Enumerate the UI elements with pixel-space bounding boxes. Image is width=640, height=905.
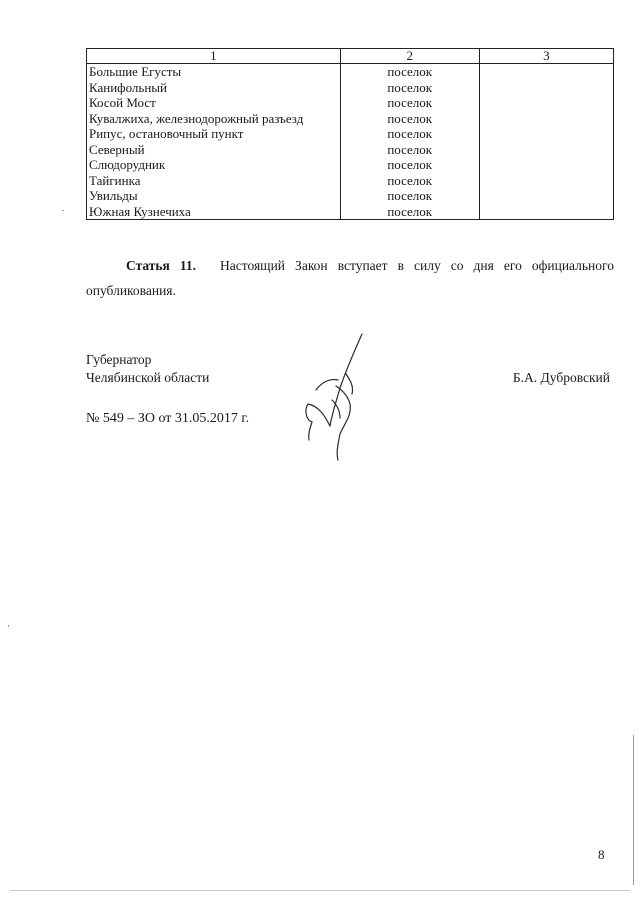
settlement-type-cell: поселок [340,142,479,158]
settlement-type-cell: поселок [340,173,479,189]
table-row [87,95,614,111]
settlement-type-cell: поселок [340,126,479,142]
settlement-type-cell: поселок [340,80,479,96]
table-row [87,204,614,220]
settlement-extra-cell [479,64,613,80]
table-row [87,142,614,158]
settlement-extra-cell [479,157,613,173]
table-row [87,126,614,142]
scan-speck [62,210,64,211]
table-body [87,64,614,220]
law-number-date: № 549 – ЗО от 31.05.2017 г. [86,411,250,426]
signatory-title [86,351,209,387]
table-row [87,64,614,80]
settlement-type-cell: поселок [340,64,479,80]
settlement-name-cell: Канифольный [87,80,341,96]
settlement-name-cell: Тайгинка [87,173,341,189]
settlement-name-cell: Большие Егусты [87,64,341,80]
settlement-name-cell: Северный [87,142,341,158]
table-row [87,157,614,173]
signatory-title-line1: Губернатор [86,352,152,367]
settlement-extra-cell [479,80,613,96]
table-row [87,111,614,127]
handwritten-signature [296,330,376,465]
settlement-type-cell: поселок [340,95,479,111]
article-paragraph [86,253,614,303]
settlement-extra-cell [479,173,613,189]
settlement-extra-cell [479,111,613,127]
settlement-name-cell: Кувалжиха, железнодорожный разъезд [87,111,341,127]
column-header-1: 1 [87,49,341,64]
column-header-3: 3 [479,49,613,64]
table-row [87,188,614,204]
settlement-name-cell: Южная Кузнечиха [87,204,341,220]
settlements-table [86,48,614,220]
settlement-type-cell: поселок [340,188,479,204]
settlement-extra-cell [479,95,613,111]
table-row [87,173,614,189]
settlement-type-cell: поселок [340,204,479,220]
settlement-name-cell: Косой Мост [87,95,341,111]
table-row [87,80,614,96]
settlement-type-cell: поселок [340,157,479,173]
settlement-name-cell: Слюдорудник [87,157,341,173]
settlement-type-cell: поселок [340,111,479,127]
scan-bottom-edge [10,890,630,891]
settlement-name-cell: Рипус, остановочный пункт [87,126,341,142]
column-header-2: 2 [340,49,479,64]
article-text: Настоящий Закон вступает в силу со дня его официального опубликования. [86,258,614,298]
settlement-extra-cell [479,142,613,158]
settlement-extra-cell [479,188,613,204]
settlement-name-cell: Увильды [87,188,341,204]
page-number: 8 [598,847,605,862]
article-label: Статья 11. [126,258,197,273]
settlement-extra-cell [479,204,613,220]
signatory-name: Б.А. Дубровский [512,370,610,385]
signatory-title-line2: Челябинской области [86,370,210,385]
table-header-row [87,49,614,64]
scan-edge-line [633,735,634,885]
scan-speck [8,625,9,627]
settlement-extra-cell [479,126,613,142]
